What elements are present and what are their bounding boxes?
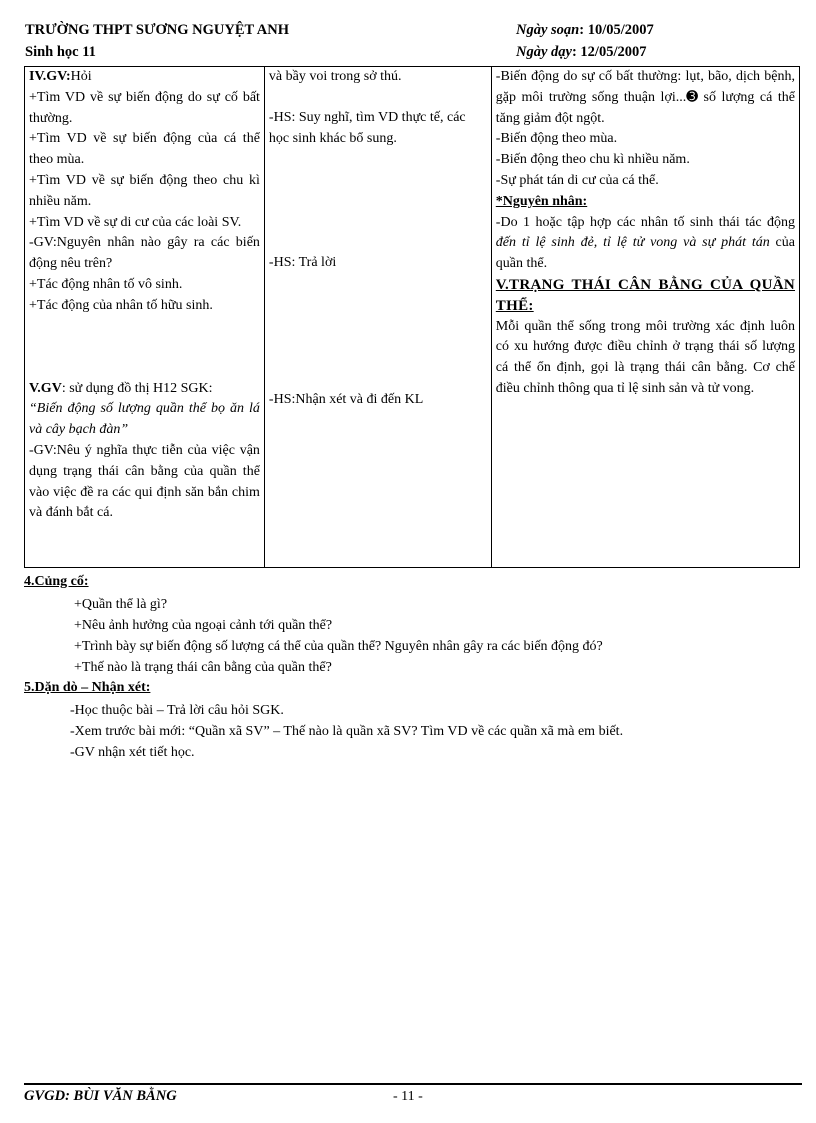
arrow-icon: ➌ bbox=[686, 89, 698, 105]
content-text: số lượng cá thể tăng giảm đột ngột. bbox=[495, 89, 795, 126]
spacer bbox=[29, 317, 260, 379]
student-activity: -HS: Trả lời bbox=[268, 255, 337, 271]
section-v-title: V.TRẠNG THÁI CÂN BẰNG CỦA QUẦN THỂ: bbox=[495, 276, 795, 314]
content-line: -Biến động theo mùa. bbox=[495, 131, 618, 147]
iv-head: IV.GV: bbox=[29, 69, 71, 84]
consolidate-item: +Trình bày sự biến động số lượng cá thể của quần thể? Nguyên nhân gây ra các biến động đó? bbox=[74, 639, 603, 654]
teach-date-value: : 12/05/2007 bbox=[571, 44, 647, 60]
subject-name: Sinh học 11 bbox=[25, 44, 96, 60]
graph-title: “Biến động số lượng quần thể bọ ăn lá và cây bạch đàn” bbox=[29, 401, 260, 438]
v-head: V.GV bbox=[29, 380, 62, 396]
student-activity-column bbox=[264, 67, 491, 568]
teacher-name: GVGD: BÙI VĂN BẰNG bbox=[24, 1088, 177, 1104]
student-activity: -HS: Suy nghĩ, tìm VD thực tế, các học sinh khác bổ sung. bbox=[268, 109, 466, 146]
student-activity: và bầy voi trong sở thú. bbox=[268, 69, 402, 84]
teacher-question: -GV:Nêu ý nghĩa thực tiễn của việc vận dụng trạng thái cân bằng của quần thể vào việc đề ra các qui định săn bắn chim và đánh bắt cá. bbox=[29, 442, 260, 521]
teacher-question: +Tìm VD về sự di cư của các loài SV. bbox=[29, 214, 242, 230]
teach-date bbox=[516, 44, 646, 61]
cause-heading: *Nguyên nhân: bbox=[495, 193, 588, 209]
consolidate-item: +Nêu ảnh hưởng của ngoại cảnh tới quần thể? bbox=[74, 618, 333, 633]
content-column bbox=[491, 67, 799, 568]
section-iv-heading bbox=[29, 67, 260, 88]
content-text: -Do 1 hoặc tập hợp các nhân tố sinh thái tác động bbox=[495, 214, 795, 230]
teacher-activity-column bbox=[25, 67, 265, 568]
spacer bbox=[269, 149, 487, 253]
teacher-question: -GV:Nguyên nhân nào gây ra các biến động nêu trên? bbox=[29, 235, 260, 272]
content-text: của quần thể. bbox=[495, 235, 795, 272]
page-number: - 11 - bbox=[393, 1089, 423, 1104]
teacher-question: +Tìm VD về sự biến động theo chu kì nhiều năm. bbox=[29, 172, 260, 209]
spacer bbox=[269, 88, 487, 108]
content-text: -Biến động do sự cố bất thường: lụt, bão, dịch bệnh, gặp môi trường sống thuận lợi... bbox=[495, 69, 795, 105]
teacher-question: +Tìm VD về sự biến động do sự cố bất thường. bbox=[29, 89, 260, 126]
spacer bbox=[269, 274, 487, 390]
content-italic: đến tỉ lệ sinh đẻ, tỉ lệ tử vong và sự phát tán bbox=[495, 235, 770, 251]
teacher-question: +Tìm VD về sự biến động của cá thể theo mùa. bbox=[29, 131, 260, 168]
homework-item: -GV nhận xét tiết học. bbox=[70, 745, 195, 760]
section-v-heading bbox=[29, 379, 260, 400]
prep-date bbox=[516, 22, 654, 39]
content-line: -Sự phát tán di cư của cá thể. bbox=[495, 172, 659, 188]
cause-text bbox=[496, 213, 795, 275]
prep-label: Ngày soạn bbox=[516, 22, 580, 38]
student-activity: -HS:Nhận xét và đi đến KL bbox=[268, 392, 424, 408]
consolidate-title: 4.Củng cố: bbox=[24, 574, 89, 589]
prep-date-value: : 10/05/2007 bbox=[579, 22, 654, 38]
consolidate-item: +Quần thể là gì? bbox=[74, 597, 168, 612]
homework-item: -Học thuộc bài – Trả lời câu hỏi SGK. bbox=[70, 703, 284, 718]
teacher-question: +Tác động của nhân tố hữu sinh. bbox=[29, 297, 213, 313]
content-line: -Biến động theo chu kì nhiều năm. bbox=[495, 152, 690, 168]
content-line bbox=[496, 67, 795, 129]
teach-label: Ngày dạy bbox=[516, 44, 572, 60]
homework-title: 5.Dặn dò – Nhận xét: bbox=[24, 680, 151, 695]
school-name: TRƯỜNG THPT SƯƠNG NGUYỆT ANH bbox=[25, 22, 289, 38]
teacher-question: +Tác động nhân tố vô sinh. bbox=[29, 276, 183, 292]
v-head-rest: : sử dụng đồ thị H12 SGK: bbox=[61, 380, 213, 396]
footer-divider bbox=[24, 1083, 802, 1085]
iv-head-rest: Hỏi bbox=[70, 69, 92, 84]
section-v-body: Mỗi quần thể sống trong môi trường xác định luôn có xu hướng được điều chỉnh ở trạng thái số lượng cá thể ổn định, gọi là trạng thái cân bằng. Cơ chế điều chỉnh thông qua tỉ lệ sinh sản và tử vong. bbox=[495, 318, 795, 396]
homework-item: -Xem trước bài mới: “Quần xã SV” – Thế nào là quần xã SV? Tìm VD về các quần xã mà em biết. bbox=[70, 724, 624, 739]
consolidate-item: +Thế nào là trạng thái cân bằng của quần thể? bbox=[74, 660, 332, 675]
lesson-table bbox=[24, 66, 800, 568]
